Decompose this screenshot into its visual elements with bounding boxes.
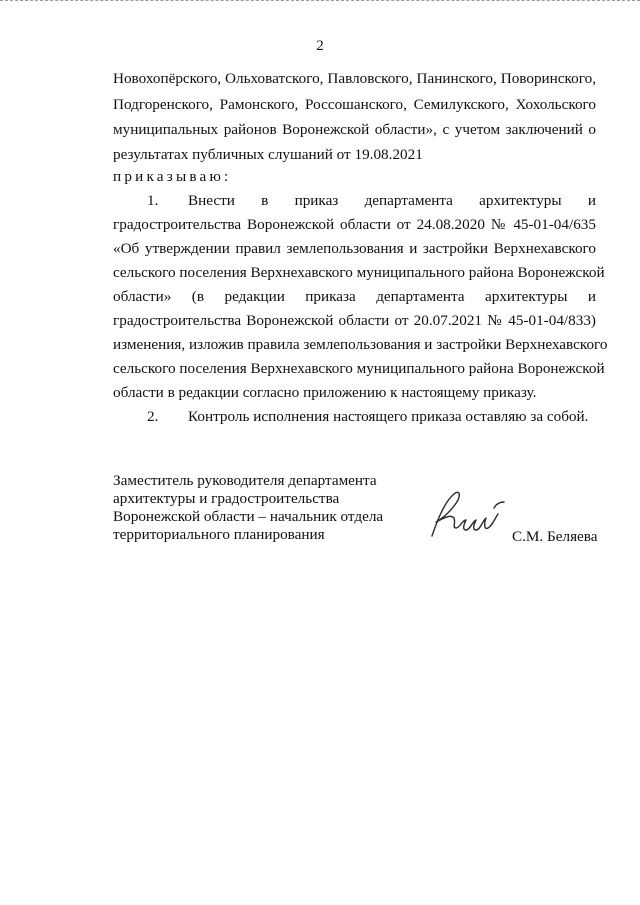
paragraph-line: Подгоренского, Рамонского, Россошанского, Семилукского, Хохольского [113,96,596,113]
scan-top-border [0,0,640,5]
signatory-position-line: Заместитель руководителя департамента [113,472,377,489]
item-1-line: градостроительства Воронежской области от 24.08.2020 № 45-01-04/635 [113,216,596,233]
signatory-name: С.М. Беляева [512,528,598,545]
signatory-position-line: Воронежской области – начальник отдела [113,508,384,525]
item-1-line: «Об утверждении правил землепользования и застройки Верхнехавского [113,240,596,257]
item-1-line: области» (в редакции приказа департамента архитектуры и [113,288,596,305]
signatory-position-line: территориального планирования [113,526,325,543]
signatory-position-line: архитектуры и градостроительства [113,490,340,507]
paragraph-line: результатах публичных слушаний от 19.08.2021 [113,146,423,163]
item-1-number: 1. [147,192,159,209]
item-1-line: градостроительства Воронежской области от 20.07.2021 № 45-01-04/833) [113,312,596,329]
item-1-line: сельского поселения Верхнехавского муниципального района Воронежской [113,264,605,281]
paragraph-line: Новохопёрского, Ольховатского, Павловского, Панинского, Поворинского, [113,70,596,87]
item-1-line: сельского поселения Верхнехавского муниципального района Воронежской [113,360,605,377]
handwritten-signature [414,484,514,546]
item-1-line: изменения, изложив правила землепользования и застройки Верхнехавского [113,336,608,353]
item-2-number: 2. [147,408,159,425]
order-word: приказываю: [113,168,232,185]
item-1-first-line: Внести в приказ департамента архитектуры и [188,192,596,209]
item-2-text: Контроль исполнения настоящего приказа оставляю за собой. [188,408,589,425]
page-number: 2 [316,38,324,54]
item-1-line: области в редакции согласно приложению к настоящему приказу. [113,384,537,401]
paragraph-line: муниципальных районов Воронежской области», с учетом заключений о [113,121,596,138]
